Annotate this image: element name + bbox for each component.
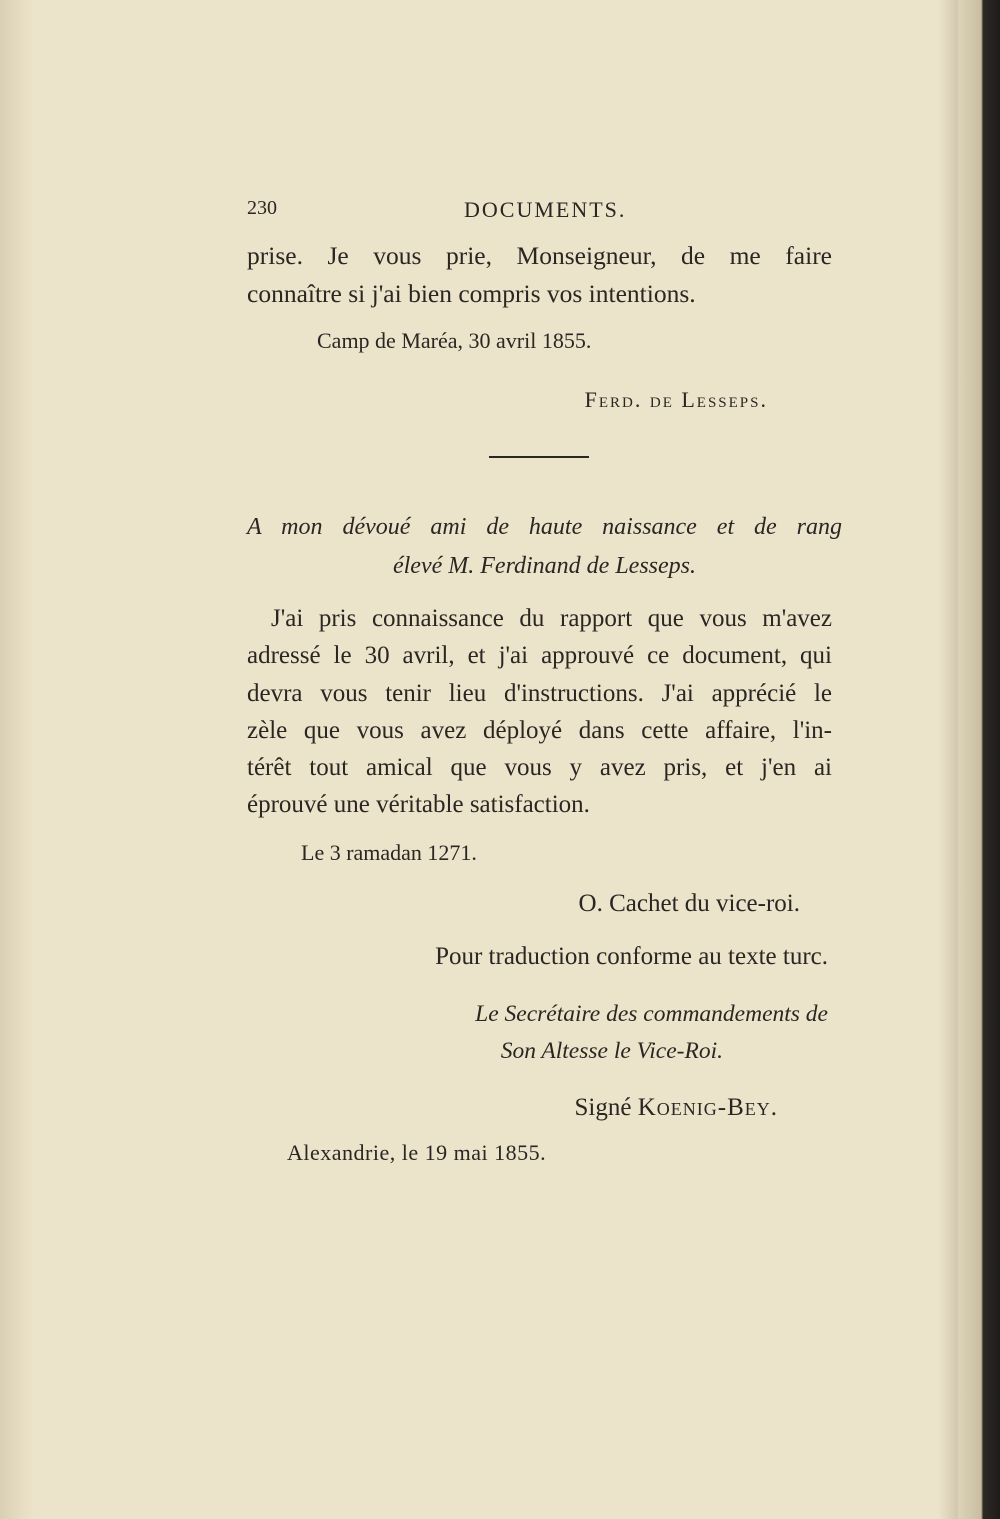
running-head: DOCUMENTS. bbox=[464, 197, 627, 222]
text-line: J'ai pris connaissance du rapport que vous m'avez bbox=[271, 605, 832, 632]
text-line: connaître si j'ai bien compris vos intentions. bbox=[247, 278, 696, 308]
closing-place-date: Alexandrie, le 19 mai 1855. bbox=[287, 1140, 547, 1165]
text-line: zèle que vous avez déployé dans cette affaire, l'in- bbox=[247, 716, 832, 744]
text-line: devra vous tenir lieu d'instructions. J'ai apprécié le bbox=[247, 679, 832, 707]
signed-prefix: Signé bbox=[574, 1094, 638, 1121]
page-edge bbox=[958, 0, 1000, 1519]
text-line: adressé le 30 avril, et j'ai approuvé ce document, qui bbox=[247, 642, 832, 670]
signature: Ferd. de Lesseps. bbox=[584, 387, 768, 412]
translation-note: Pour traduction conforme au texte turc. bbox=[435, 943, 828, 970]
opening-paragraph bbox=[247, 237, 832, 312]
address-line: A mon dévoué ami de haute naissance et de rang bbox=[247, 514, 842, 540]
page-curl-shadow bbox=[938, 0, 958, 1519]
section-divider bbox=[489, 456, 589, 458]
dateline: Le 3 ramadan 1271. bbox=[301, 840, 477, 865]
place-date: Camp de Maréa, 30 avril 1855. bbox=[317, 328, 592, 353]
address-line: élevé M. Ferdinand de Lesseps. bbox=[392, 553, 697, 579]
seal-note: O. Cachet du vice-roi. bbox=[578, 890, 800, 917]
secretary-line: Le Secrétaire des commandements de bbox=[475, 1001, 828, 1027]
page-header bbox=[247, 197, 832, 227]
text-line: térêt tout amical que vous y avez pris, et j'en ai bbox=[247, 754, 832, 782]
secretary-title bbox=[378, 996, 828, 1070]
page-number: 230 bbox=[247, 197, 277, 219]
secretary-line: Son Altesse le Vice-Roi. bbox=[500, 1038, 723, 1064]
text-line: prise. Je vous prie, Monseigneur, de me faire bbox=[247, 241, 832, 270]
signed-by bbox=[575, 1094, 779, 1122]
letter-body bbox=[247, 600, 832, 824]
page-gutter bbox=[0, 0, 34, 1519]
letter-address bbox=[247, 508, 842, 586]
signer-name: Koenig-Bey. bbox=[637, 1094, 778, 1121]
text-line: éprouvé une véritable satisfaction. bbox=[247, 791, 590, 819]
